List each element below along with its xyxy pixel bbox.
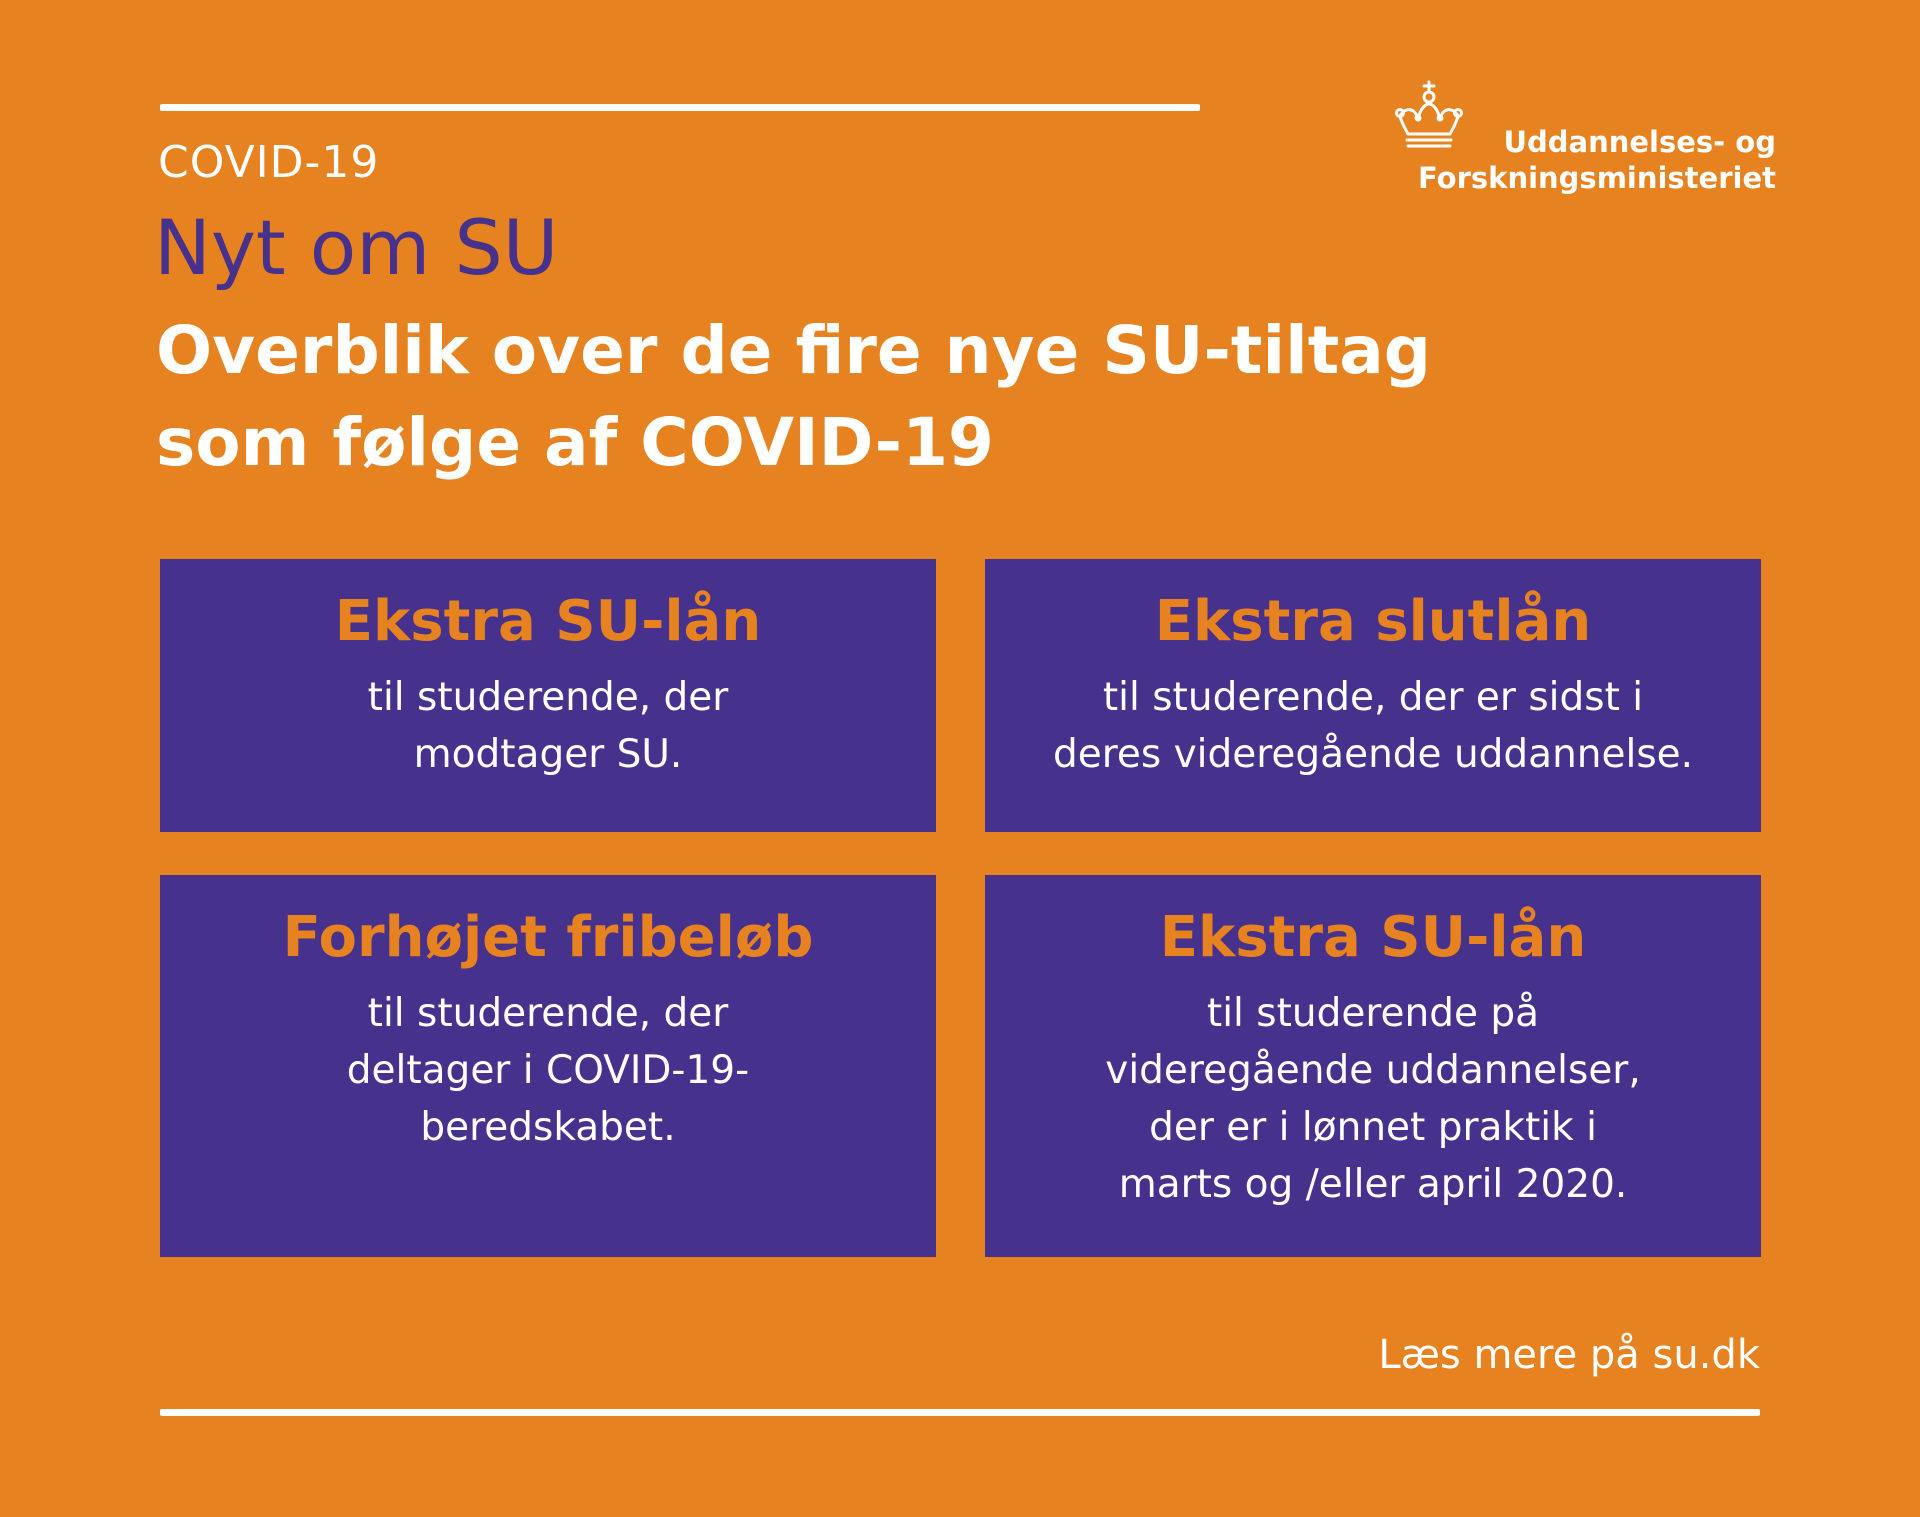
card-title: Ekstra SU-lån	[1159, 905, 1587, 970]
ministry-name-line: Forskningsministeriet	[1418, 161, 1776, 195]
card-description-line: til studerende, der er sidst i	[1102, 675, 1644, 720]
card-description-line: til studerende på	[1206, 991, 1540, 1036]
card-description	[180, 985, 916, 1156]
card-description-line: der er i lønnet praktik i	[1149, 1105, 1597, 1150]
page-title	[156, 305, 1431, 489]
card-description	[1005, 985, 1741, 1213]
card-description-line: til studerende, der	[367, 991, 729, 1036]
measure-card-raised-allowance	[160, 875, 936, 1257]
headline: Nyt om SU	[154, 203, 559, 292]
card-description-line: marts og /eller april 2020.	[1118, 1162, 1628, 1207]
card-title: Ekstra SU-lån	[334, 589, 762, 654]
page-title-line: Overblik over de fire nye SU-tiltag	[156, 312, 1432, 389]
card-description-line: deltager i COVID-19-	[346, 1048, 750, 1093]
page-title-line: som følge af COVID-19	[156, 404, 994, 481]
card-description-line: beredskabet.	[420, 1105, 676, 1150]
card-title: Ekstra slutlån	[1154, 589, 1592, 654]
measure-card-extra-su-loan	[160, 559, 936, 832]
measure-card-internship-su-loan	[985, 875, 1761, 1257]
ministry-name	[1406, 124, 1776, 196]
kicker-label: COVID-19	[158, 137, 380, 188]
ministry-name-line: Uddannelses- og	[1503, 125, 1776, 159]
card-description-line: videregående uddannelser,	[1105, 1048, 1641, 1093]
card-description	[1005, 669, 1741, 783]
card-description-line: deres videregående uddannelse.	[1052, 732, 1694, 777]
ministry-logo	[1392, 80, 1776, 200]
measure-card-extra-final-loan	[985, 559, 1761, 832]
bottom-divider	[160, 1409, 1760, 1416]
card-title: Forhøjet fribeløb	[282, 905, 814, 970]
read-more-link[interactable]: Læs mere på su.dk	[1378, 1332, 1760, 1378]
card-description-line: til studerende, der	[367, 675, 729, 720]
top-divider	[160, 104, 1200, 111]
card-description	[180, 669, 916, 783]
card-description-line: modtager SU.	[413, 732, 683, 777]
